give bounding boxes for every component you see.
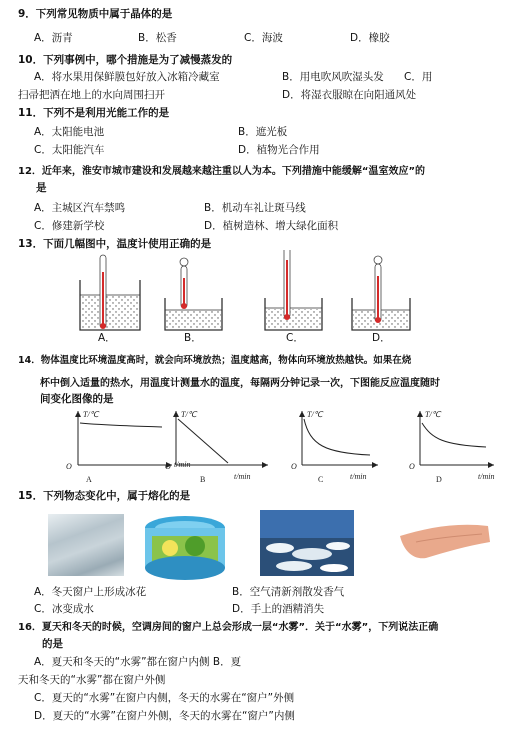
- q13-thermometer-figures: [0, 250, 530, 345]
- q9-stem: 9．下列常见物质中属于晶体的是: [18, 8, 173, 20]
- graph-c-ylabel: T/℃: [307, 410, 323, 419]
- q11-option-d: D．植物光合作用: [238, 144, 320, 156]
- graph-d: [409, 410, 494, 484]
- graph-c: [291, 410, 378, 484]
- graph-b-label: B: [200, 475, 206, 484]
- q11-option-a: A．太阳能电池: [34, 126, 105, 138]
- q9-option-b: B．松香: [138, 32, 177, 44]
- q9-option-d: D．橡胶: [350, 32, 390, 44]
- q10-option-d: D．将湿衣服晾在向阳通风处: [282, 89, 417, 101]
- q13-label-c: C．: [286, 332, 304, 344]
- q14-stem-cont2: 间变化图像的是: [40, 393, 114, 405]
- graph-b: [165, 410, 268, 484]
- graph-d-xlabel: t/min: [478, 472, 495, 481]
- beaker-d: [352, 256, 410, 330]
- q11-option-b: B．遮光板: [238, 126, 288, 138]
- q16-option-a: A．夏天和冬天的“水雾”都在窗户内侧 B．夏: [34, 656, 242, 668]
- graph-b-xlabel: t/min: [234, 472, 251, 481]
- q16-stem-cont: 的是: [42, 638, 63, 650]
- q11-stem: 11．下列不是利用光能工作的是: [18, 107, 170, 119]
- q9-option-a: A．沥青: [34, 32, 73, 44]
- q12-stem: 12．近年来，淮安市城市建设和发展越来越注重以人为本。下列措施中能缓解“温室效应”的: [18, 166, 426, 177]
- graph-a: [66, 410, 190, 484]
- q15-option-a: A．冬天窗户上形成冰花: [34, 586, 147, 598]
- q13-label-b: B．: [184, 332, 202, 344]
- q15-option-c: C．冰变成水: [34, 603, 94, 615]
- q10-option-c-cont: 扫帚把洒在地上的水向周围扫开: [18, 89, 165, 101]
- q14-stem: 14．物体温度比环境温度高时，就会向环境放热；温度越高，物体向环境放热越快。如果在烧: [18, 355, 412, 366]
- q13-label-a: A．: [98, 332, 116, 344]
- beaker-b: [165, 258, 222, 330]
- q15-stem: 15．下列物态变化中，属于熔化的是: [18, 490, 191, 502]
- q10-option-b: B．用电吹风吹湿头发: [282, 71, 384, 83]
- graph-b-ylabel: T/℃: [181, 410, 197, 419]
- q10-option-a: A．将水果用保鲜膜包好放入冰箱冷藏室: [34, 71, 220, 83]
- q12-option-d: D．植树造林、增大绿化面积: [204, 220, 339, 232]
- q12-stem-cont: 是: [36, 182, 47, 194]
- air-freshener-photo: [140, 508, 230, 586]
- q12-option-b: B．机动车礼让斑马线: [204, 202, 306, 214]
- graph-b-origin: O: [165, 462, 171, 471]
- melting-ice-photo: [260, 510, 354, 576]
- q13-label-d: D．: [372, 332, 391, 344]
- q16-option-b: 天和冬天的“水雾”都在窗户外侧: [18, 674, 166, 686]
- graph-c-label: C: [318, 475, 324, 484]
- graph-a-ylabel: T/℃: [83, 410, 99, 419]
- graph-c-xlabel: t/min: [350, 472, 367, 481]
- q14-stem-cont: 杯中倒入适量的热水，用温度计测量水的温度，每隔两分钟记录一次，下图能反应温度随时: [40, 378, 440, 389]
- graph-c-origin: O: [291, 462, 297, 471]
- q15-option-d: D．手上的酒精消失: [232, 603, 325, 615]
- q10-option-c-start: C．用: [404, 71, 433, 83]
- beaker-c: [265, 250, 322, 330]
- q16-option-c: C．夏天的“水雾”在窗户内侧，冬天的水雾在“窗户”外侧: [34, 692, 295, 704]
- q9-option-c: C．海波: [244, 32, 283, 44]
- q13-stem: 13．下面几幅图中，温度计使用正确的是: [18, 238, 212, 250]
- graph-d-label: D: [436, 475, 442, 484]
- graph-a-origin: O: [66, 462, 72, 471]
- q10-stem: 10．下列事例中，哪个措施是为了减慢蒸发的: [18, 54, 233, 66]
- graph-d-origin: O: [409, 462, 415, 471]
- frosted-window-photo: [48, 514, 124, 576]
- q16-option-d: D．夏天的“水雾”在窗户外侧，冬天的水雾在“窗户”内侧: [34, 710, 295, 722]
- beaker-a: [80, 255, 140, 330]
- q12-option-a: A．主城区汽车禁鸣: [34, 202, 126, 214]
- q14-temperature-graphs: [0, 405, 530, 485]
- q12-option-c: C．修建新学校: [34, 220, 105, 232]
- graph-a-xlabel: t/min: [174, 460, 191, 469]
- q11-option-c: C．太阳能汽车: [34, 144, 105, 156]
- q15-option-b: B．空气清新剂散发香气: [232, 586, 345, 598]
- graph-d-ylabel: T/℃: [425, 410, 441, 419]
- graph-a-label: A: [86, 475, 92, 484]
- hand-photo: [396, 512, 492, 568]
- q16-stem: 16．夏天和冬天的时候，空调房间的窗户上总会形成一层“水雾”．关于“水雾”，下列说法正确: [18, 622, 439, 633]
